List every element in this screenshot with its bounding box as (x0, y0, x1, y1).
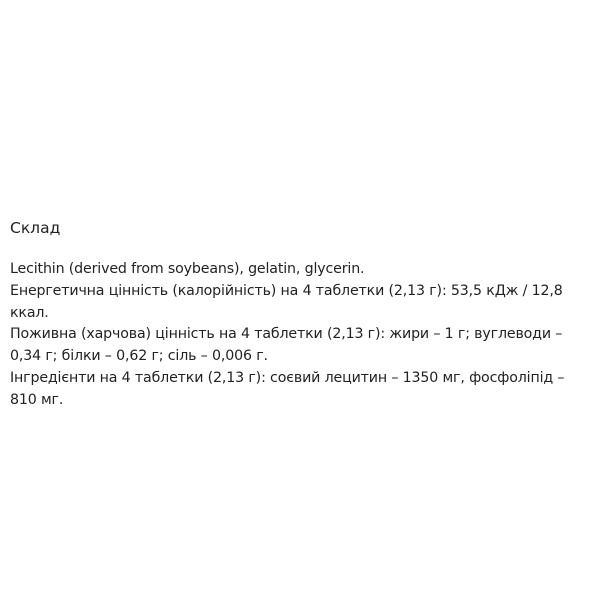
section-title: Склад (10, 219, 61, 237)
nutrition-value-text: Поживна (харчова) цінність на 4 таблетки (2,13 г): жири – 1 г; вуглеводи – 0,34 г; білки – 0,62 г; сіль – 0,006 г. (10, 326, 563, 365)
ingredients-ua-text: Інгредієнти на 4 таблетки (2,13 г): соєвий лецитин – 1350 мг, фосфоліпід – 810 мг. (10, 369, 565, 408)
ingredients-en-text: Lecithin (derived from soybeans), gelatin, glycerin. (10, 261, 365, 277)
energy-value-text: Енергетична цінність (калорійність) на 4 таблетки (2,13 г): 53,5 кДж / 12,8 ккал. (10, 282, 563, 321)
composition-text-block (10, 259, 594, 412)
